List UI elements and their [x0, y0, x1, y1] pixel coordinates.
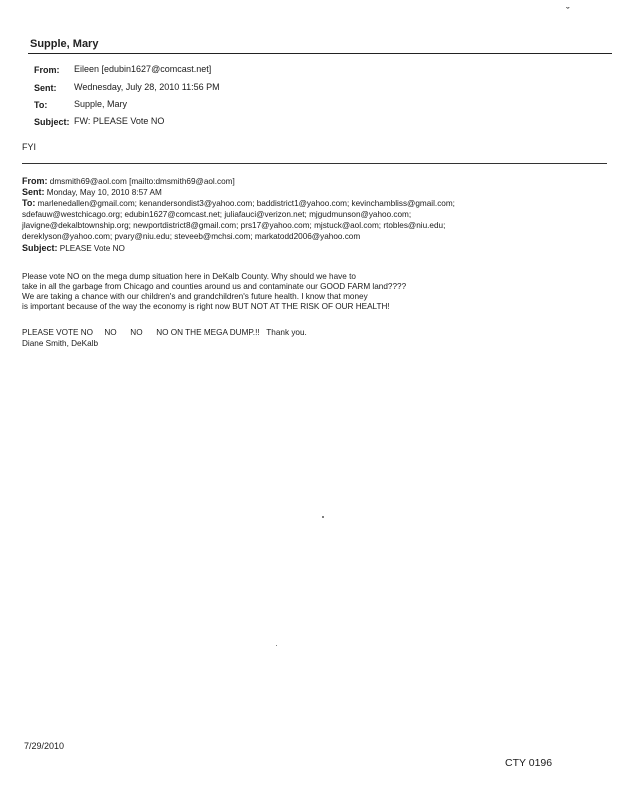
from-value: Eileen [edubin1627@comcast.net] [74, 64, 212, 74]
scan-speck [322, 516, 324, 518]
body-line: We are taking a chance with our children's and grandchildren's future health. I know that money [22, 292, 368, 301]
corner-mark: ˇ [566, 6, 570, 18]
header-divider [28, 53, 612, 54]
fwd-from-value: dmsmith69@aol.com [mailto:dmsmith69@aol.com] [49, 177, 235, 186]
signature: Diane Smith, DeKalb [22, 339, 98, 348]
sent-label: Sent: [34, 83, 57, 93]
mailbox-owner-name: Supple, Mary [30, 38, 99, 50]
fwd-to-label: To: [22, 198, 36, 208]
subject-label: Subject: [34, 117, 70, 127]
body-line: take in all the garbage from Chicago and counties around us and contaminate our GOOD FARM land???? [22, 282, 407, 291]
fwd-sent-label: Sent: [22, 187, 45, 197]
outer-email-body: FYI [22, 142, 37, 152]
closing-line: PLEASE VOTE NO NO NO NO ON THE MEGA DUMP.!! Thank you. [22, 328, 307, 337]
fwd-to-line: jlavigne@dekalbtownship.org; newportdistrict8@gmail.com; prs17@yahoo.com; mjstuck@aol.com; rtobles@niu.edu; [22, 221, 446, 230]
sent-value: Wednesday, July 28, 2010 11:56 PM [74, 82, 220, 92]
fwd-subject-value: PLEASE Vote NO [59, 244, 125, 253]
bates-number: CTY 0196 [505, 757, 553, 769]
fwd-from-label: From: [22, 176, 48, 186]
subject-value: FW: PLEASE Vote NO [74, 116, 165, 126]
footer-date: 7/29/2010 [24, 741, 65, 751]
forward-divider [22, 163, 607, 164]
fwd-subject-label: Subject: [22, 243, 58, 253]
fwd-sent-value: Monday, May 10, 2010 8:57 AM [46, 188, 162, 197]
body-line: Please vote NO on the mega dump situation here in DeKalb County. Why should we have to [22, 272, 356, 281]
to-value: Supple, Mary [74, 99, 128, 109]
fwd-to-line: dereklyson@yahoo.com; pvary@niu.edu; steveeb@mchsi.com; markatodd2006@yahoo.com [22, 232, 361, 241]
scan-speck [276, 645, 277, 646]
body-line: is important because of the way the economy is right now BUT NOT AT THE RISK OF OUR HEALTH! [22, 302, 390, 311]
fwd-to-line: sdefauw@westchicago.org; edubin1627@comcast.net; juliafauci@verizon.net; mjgudmunson@yahoo.com; [22, 210, 412, 219]
from-label: From: [34, 65, 60, 75]
to-label: To: [34, 100, 48, 110]
fwd-to-line: marlenedallen@gmail.com; kenandersondist3@yahoo.com; baddistrict1@yahoo.com; kevinchambliss@gmail.com; [37, 199, 455, 208]
